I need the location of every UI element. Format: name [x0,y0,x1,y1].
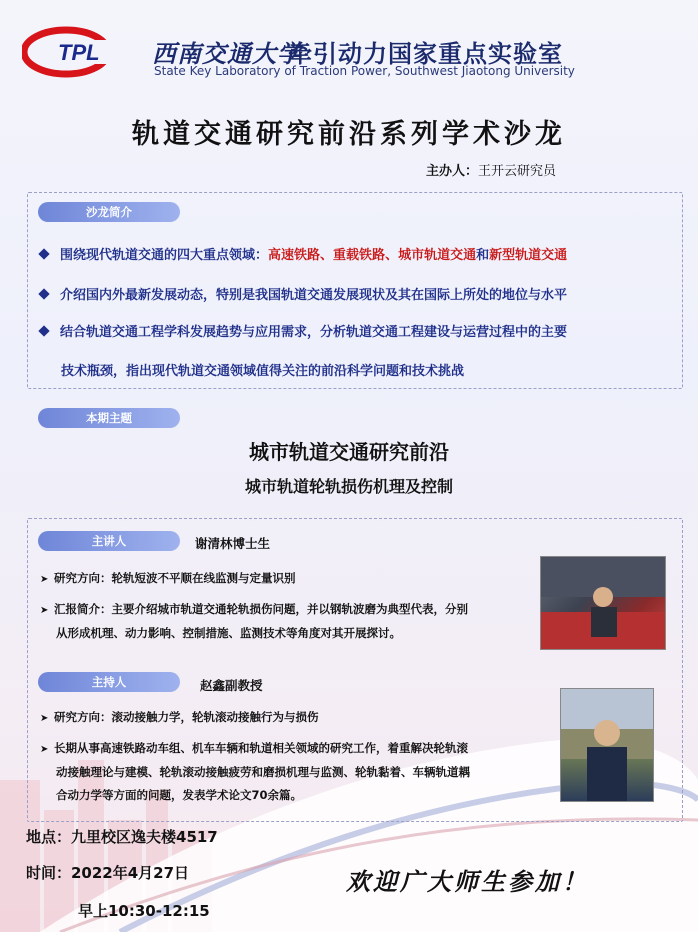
topic-main: 城市轨道交通研究前沿 [249,440,449,464]
tpl-logo [22,26,140,78]
host [426,160,556,179]
and-word: 和 [476,248,490,263]
speaker-photo-image [541,557,665,649]
arrow-bullet-icon: ➤ [40,605,49,616]
moderator-bullet-2 [40,737,468,761]
university-name: 西南交通大学 [152,39,302,68]
highlight-high-speed: 高速铁路 [268,248,321,263]
speaker-summary: 汇报简介：主要介绍城市轨道交通轮轨损伤问题，并以钢轨波磨为典型代表，分别 [54,602,468,616]
intro-line-3b: 技术瓶颈，指出现代轨道交通领域值得关注的前沿科学问题和技术挑战 [61,364,465,379]
location: 地点：九里校区逸夫楼4517 [26,828,218,846]
moderator-bullet-1 [40,706,319,730]
intro-line-1-prefix: 围绕现代轨道交通的四大重点领域： [60,248,269,263]
date: 时间：2022年4月27日 [26,864,190,882]
arrow-bullet-icon: ➤ [40,713,49,724]
diamond-bullet-icon [38,248,49,259]
page-title: 轨道交通研究前沿系列学术沙龙 [132,119,566,150]
moderator-bullet-2b: 动接触理论与建模、轮轨滚动接触疲劳和磨损机理与监测、轮轨黏着、车辆轨道耦 [56,765,470,779]
host-label: 主办人： [426,164,479,179]
moderator-pill: 主持人 [38,672,180,692]
lab-name-en: State Key Laboratory of Traction Power, Southwest Jiaotong University [154,64,575,78]
highlight-heavy-haul: 重载铁路 [333,248,386,263]
speaker-bullet-2b: 从形成机理、动力影响、控制措施、监测技术等角度对其开展探讨。 [56,626,401,640]
topic-sub: 城市轨道轮轨损伤机理及控制 [244,477,453,496]
intro-line-2-text: 介绍国内外最新发展动态，特别是我国轨道交通发展现状及其在国际上所处的地位与水平 [60,288,568,303]
sep: 、 [320,248,334,263]
arrow-bullet-icon: ➤ [40,574,49,585]
logo-text: TPL [58,40,100,65]
sep: 、 [385,248,399,263]
time: 早上10:30-12:15 [78,902,210,920]
highlight-new-type: 新型轨道交通 [489,248,568,263]
welcome-text: 欢迎广大师生参加！ [346,867,589,896]
intro-line-3-text: 结合轨道交通工程学科发展趋势与应用需求，分析轨道交通工程建设与运营过程中的主要 [60,325,568,340]
moderator-bio-1: 长期从事高速铁路动车组、机车车辆和轨道相关领域的研究工作，着重解决轮轨滚 [54,741,468,755]
moderator-photo-image [561,689,653,801]
lab-name: 牵引动力国家重点实验室 [288,40,563,68]
speaker-direction: 研究方向：轮轨短波不平顺在线监测与定量识别 [54,571,296,585]
moderator-bullet-2c: 合动力学等方面的问题，发表学术论文70余篇。 [56,788,303,802]
moderator-name: 赵鑫副教授 [200,678,263,693]
diamond-bullet-icon [38,288,49,299]
speaker-name: 谢清林博士生 [195,536,271,551]
intro-line-3 [40,321,567,340]
topic-pill: 本期主题 [38,408,180,428]
intro-line-2 [40,284,567,303]
highlight-urban: 城市轨道交通 [398,248,477,263]
moderator-direction: 研究方向：滚动接触力学，轮轨滚动接触行为与损伤 [54,710,319,724]
arrow-bullet-icon: ➤ [40,744,49,755]
host-name: 王开云研究员 [478,164,557,179]
moderator-photo [560,688,654,802]
intro-line-1 [40,244,567,263]
diamond-bullet-icon [38,325,49,336]
speaker-photo [540,556,666,650]
intro-pill: 沙龙简介 [38,202,180,222]
speaker-pill: 主讲人 [38,531,180,551]
speaker-bullet-1 [40,567,296,591]
speaker-bullet-2 [40,598,468,622]
